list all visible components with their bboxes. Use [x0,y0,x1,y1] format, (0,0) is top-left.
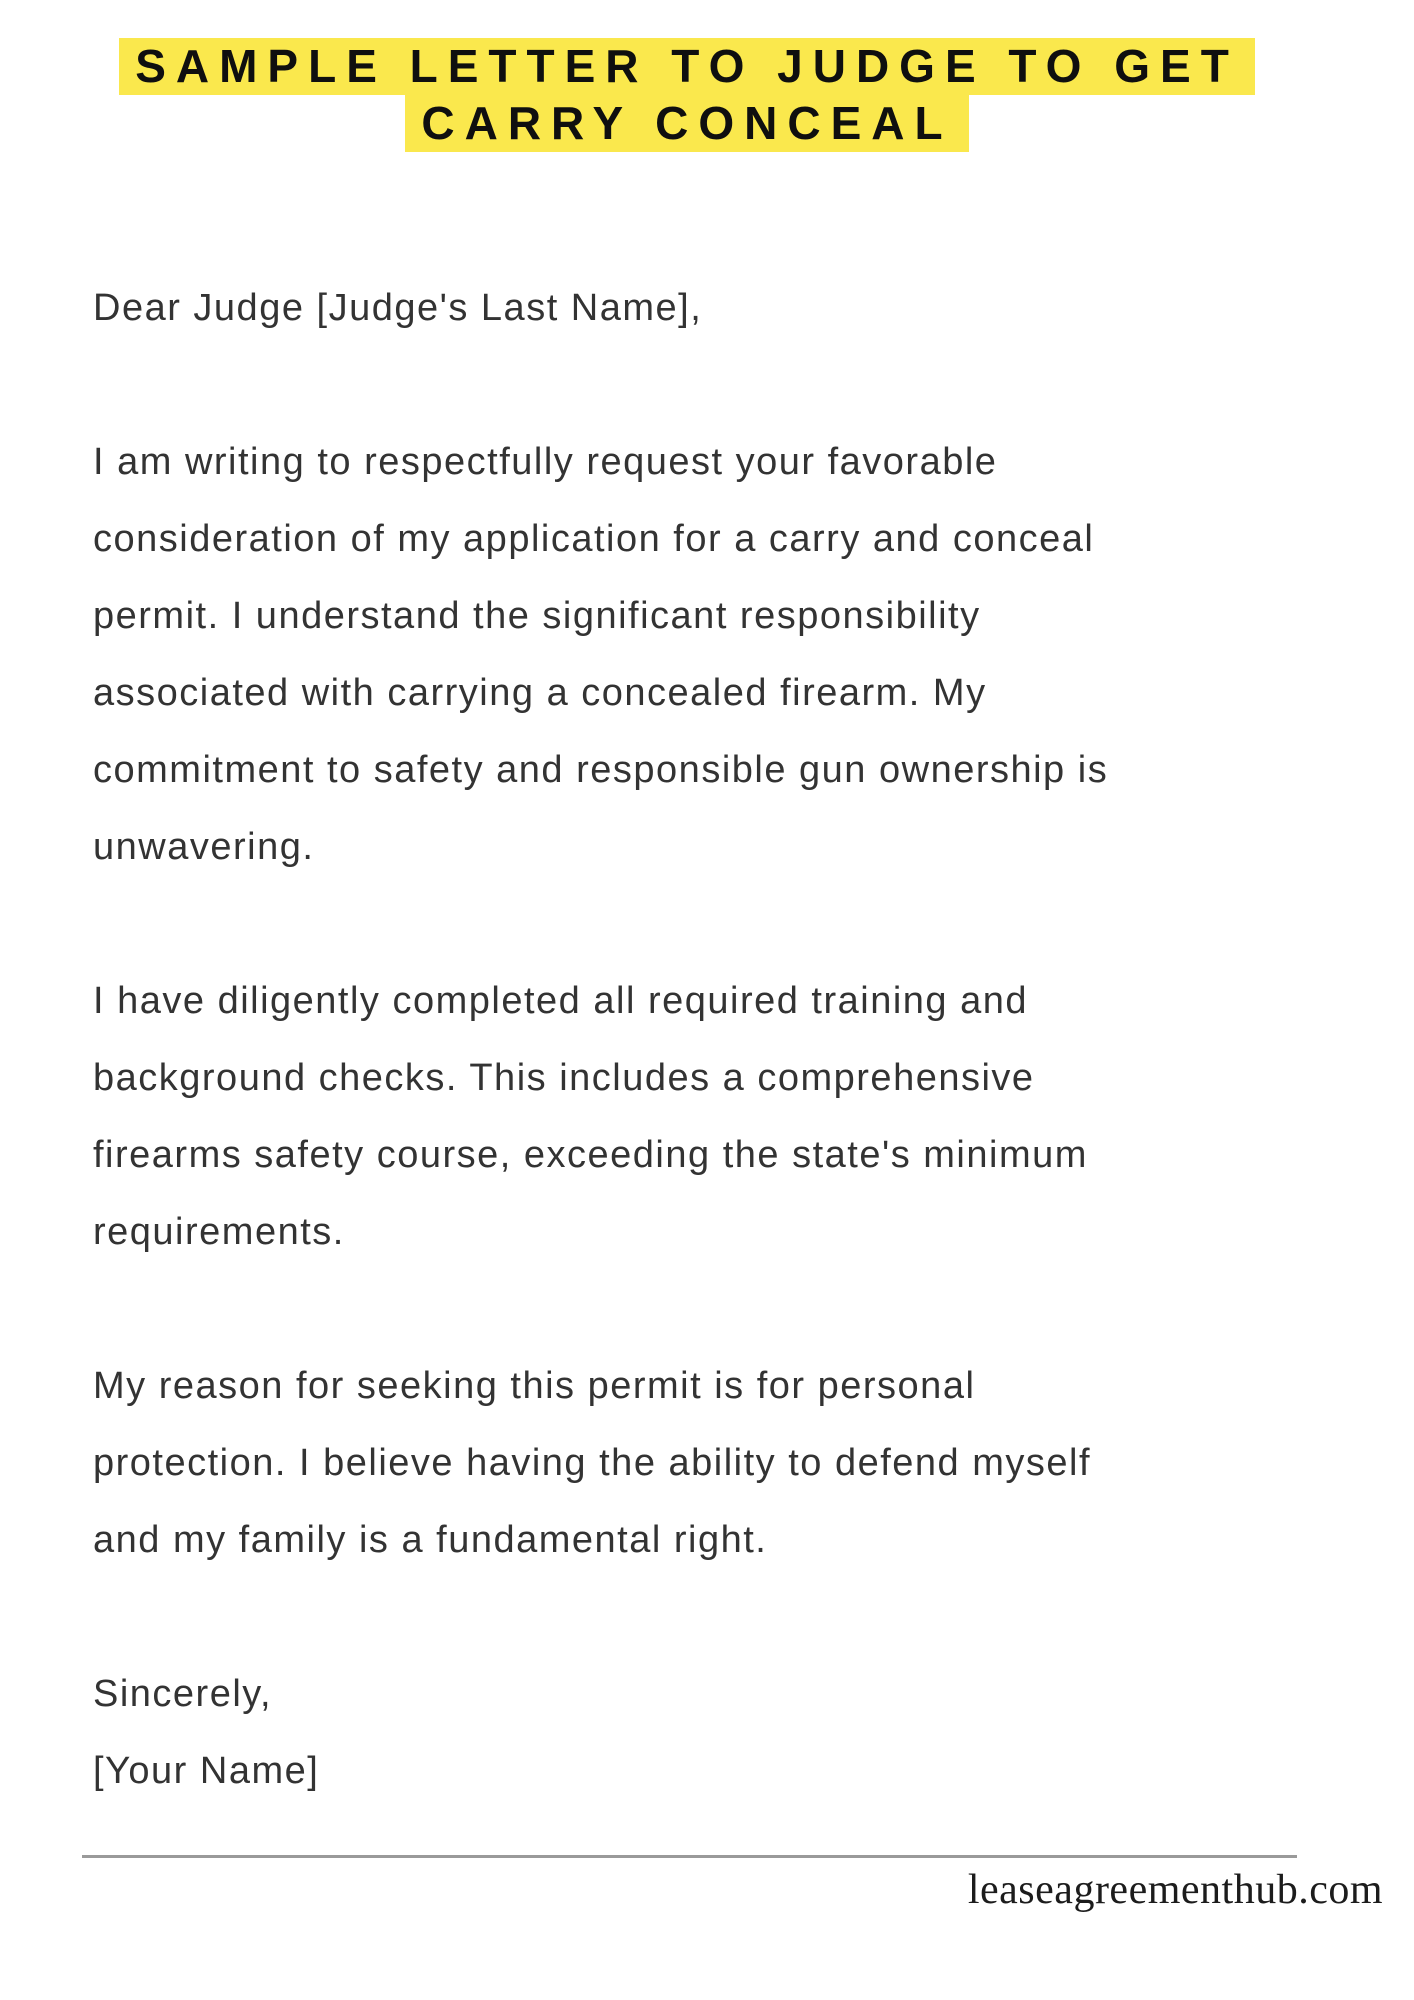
page-footer [0,1855,1414,1916]
letter-body [0,270,1414,1810]
paragraph-1-line-5: commitment to safety and responsible gun ownership is [93,749,1109,791]
signature-placeholder: [Your Name] [93,1750,320,1792]
paragraph-1 [93,424,1354,886]
closing-paragraph [93,1656,1354,1810]
paragraph-2-line-2: background checks. This includes a comprehensive [93,1057,1035,1099]
paragraph-1-line-2: consideration of my application for a carry and conceal [93,518,1095,560]
document-title [0,38,1374,152]
paragraph-3 [93,1348,1354,1579]
footer-site-text: leaseagreementhub.com [967,1867,1383,1913]
paragraph-2-line-4: requirements. [93,1211,345,1253]
title-line-1: SAMPLE LETTER TO JUDGE TO GET [119,38,1255,95]
salutation-paragraph [93,270,1354,347]
paragraph-1-line-6: unwavering. [93,826,315,868]
paragraph-3-line-3: and my family is a fundamental right. [93,1519,768,1561]
salutation: Dear Judge [Judge's Last Name], [93,287,703,329]
paragraph-2-line-1: I have diligently completed all required training and [93,980,1029,1022]
paragraph-3-line-2: protection. I believe having the ability to defend myself [93,1442,1092,1484]
closing: Sincerely, [93,1673,273,1715]
footer-divider [82,1855,1297,1858]
paragraph-2 [93,963,1354,1271]
title-row-1 [0,38,1374,95]
paragraph-1-line-1: I am writing to respectfully request your favorable [93,441,998,483]
title-row-2 [0,95,1374,152]
paragraph-1-line-4: associated with carrying a concealed firearm. My [93,672,987,714]
paragraph-1-line-3: permit. I understand the significant responsibility [93,595,981,637]
title-line-2: CARRY CONCEAL [405,95,968,152]
paragraph-3-line-1: My reason for seeking this permit is for personal [93,1365,976,1407]
paragraph-2-line-3: firearms safety course, exceeding the state's minimum [93,1134,1088,1176]
